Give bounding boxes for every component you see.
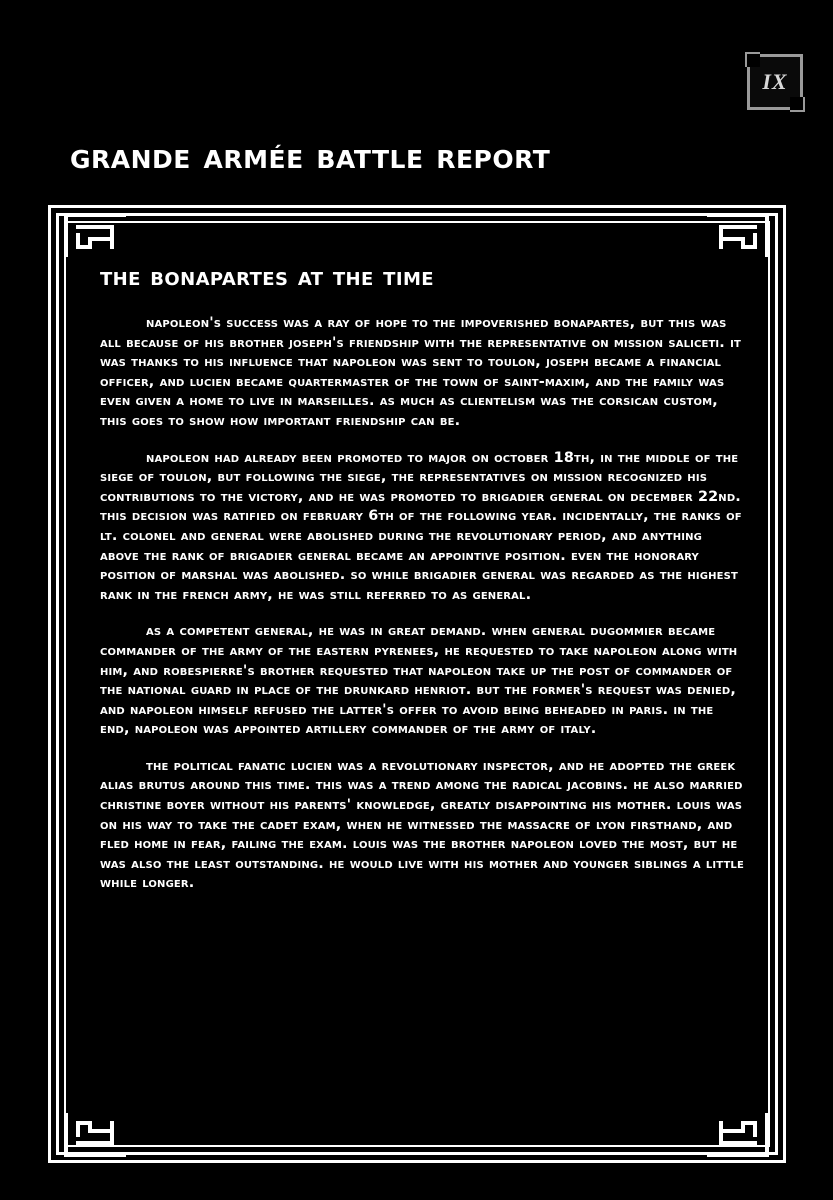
article-body — [100, 262, 746, 911]
article-paragraph: as a competent general, he was in great demand. when general dugommier became commander of the army of the eastern pyrenees, he requested to take napoleon along with him, and robespierre's brother requested that napoleon take up the post of commander of the national guard in place of the drunkard henriot. but the former's request was denied, and napoleon himself refused the latter's offer to avoid being beheaded in paris. in the end, napoleon was appointed artillery commander of the army of italy. — [100, 623, 738, 738]
article-paragraph: napoleon's success was a ray of hope to the impoverished bonapartes, but this was all because of his brother joseph's friendship with the representative on mission saliceti. it was thanks to his influence that napoleon was sent to toulon, joseph became a financial officer, and lucien became quartermaster of the town of saint-maxim, and the family was even given a home to live in marseilles. as much as clientelism was the corsican custom, this goes to show how important friendship can be. — [100, 315, 741, 429]
badge-corner-bottom-right — [790, 97, 805, 112]
article-title: the bonapartes at the time — [100, 262, 434, 292]
page-number-badge — [747, 54, 803, 110]
article-paragraph: the political fanatic lucien was a revolutionary inspector, and he adopted the greek alias brutus around this time. this was a trend among the radical jacobins. he also married christine boyer without his parents' knowledge, greatly disappointing his mother. louis was on his way to take the cadet exam, when he witnessed the massacre of lyon firsthand, and fled home in fear, failing the exam. louis was the brother napoleon loved the most, but he was also the least outstanding. he would live with his mother and younger siblings a little while longer. — [100, 757, 744, 892]
greek-key-ornament-bottom-left — [58, 1107, 132, 1163]
greek-key-ornament-top-right — [701, 207, 775, 263]
badge-corner-top-left — [745, 52, 760, 67]
greek-key-ornament-bottom-right — [701, 1107, 775, 1163]
page-title: grande armée battle report — [70, 137, 551, 177]
page-number: IX — [762, 69, 788, 94]
greek-key-ornament-top-left — [58, 207, 132, 263]
article-paragraph: napoleon had already been promoted to major on october 18th, in the middle of the siege of toulon, but following the siege, the representatives on mission recognized his contributions to the victory, and he was promoted to brigadier general on december 22nd. this decision was ratified on february 6th of the following year. incidentally, the ranks of lt. colonel and general were abolished during the revolutionary period, and anything above the rank of brigadier general became an appointive position. even the honorary position of marshal was abolished. so while brigadier general was regarded as the highest rank in the french army, he was still referred to as general. — [100, 449, 742, 603]
